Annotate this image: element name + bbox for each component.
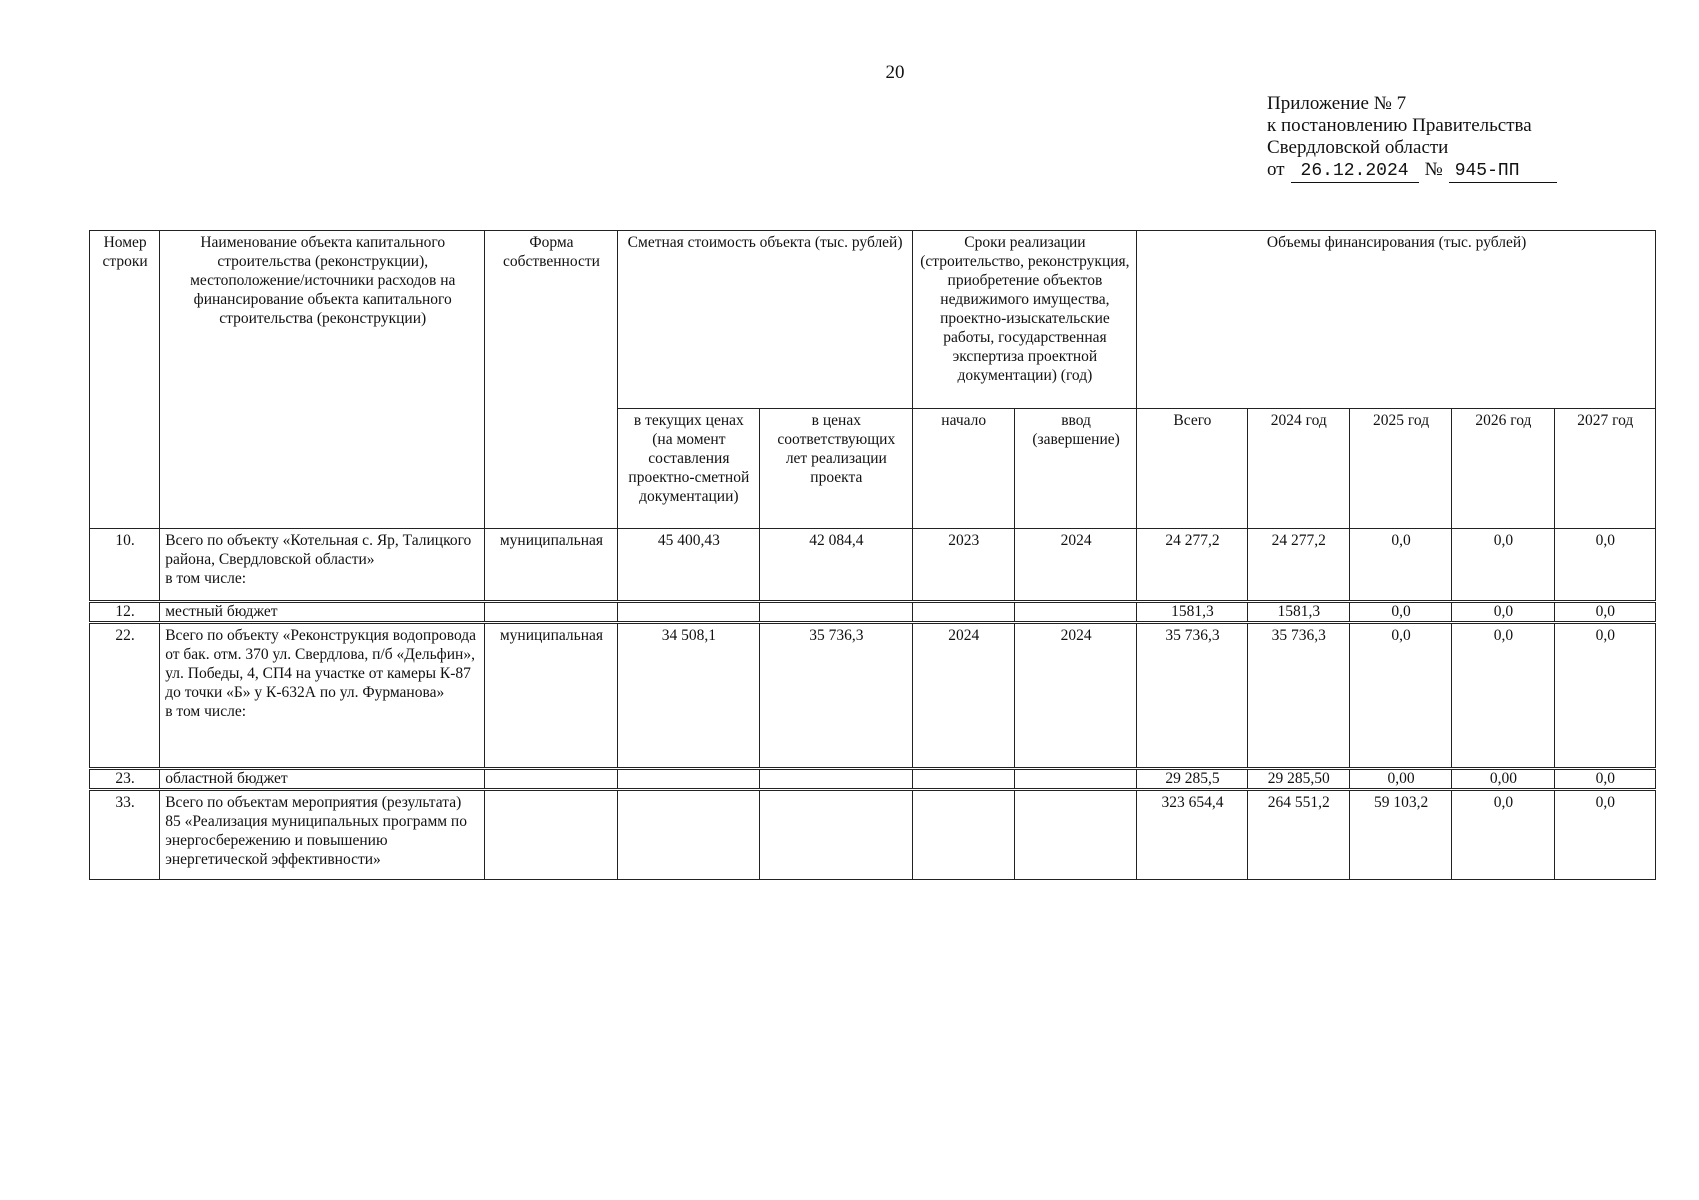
page-number: 20 [885,62,905,83]
cell-start [912,769,1014,790]
cell-2026: 0,0 [1452,623,1554,769]
cell-cost-years [760,602,912,623]
cell-2024: 264 551,2 [1247,790,1349,880]
header-2025: 2025 год [1349,409,1451,529]
cell-cost-years [760,769,912,790]
cell-end: 2024 [1014,623,1136,769]
header-estimated-cost: Сметная стоимость объекта (тыс. рублей) [617,231,912,409]
header-total: Всего [1137,409,1247,529]
header-funding-volumes: Объемы финансирования (тыс. рублей) [1137,231,1656,409]
cell-end [1014,602,1136,623]
cell-ownership: муниципальная [485,529,617,602]
cell-2026: 0,00 [1452,769,1554,790]
cell-2026: 0,0 [1452,529,1554,602]
header-ownership: Форма собственности [485,231,617,529]
resolution-number: 945-ПП [1449,160,1557,183]
cell-end [1014,790,1136,880]
cell-2027: 0,0 [1554,790,1655,880]
cell-2024: 29 285,50 [1247,769,1349,790]
cell-total: 24 277,2 [1137,529,1247,602]
cell-cost-current: 45 400,43 [617,529,759,602]
cell-2027: 0,0 [1554,769,1655,790]
cell-start [912,602,1014,623]
header-end: ввод (завершение) [1014,409,1136,529]
table-body [90,529,1656,880]
appendix-title: Приложение № 7 [1267,93,1407,114]
cell-ownership: муниципальная [485,623,617,769]
header-cost-years: в ценах соответствующих лет реализации проекта [760,409,912,529]
cell-ownership [485,769,617,790]
cell-2026: 0,0 [1452,602,1554,623]
cell-2025: 0,0 [1349,623,1451,769]
cell-cost-current: 34 508,1 [617,623,759,769]
cell-start [912,790,1014,880]
cell-cost-current [617,790,759,880]
cell-object-name: областной бюджет [160,769,485,790]
cell-cost-years: 35 736,3 [760,623,912,769]
cell-row-number: 22. [90,623,160,769]
appendix-region: Свердловской области [1267,137,1449,158]
table-row [90,623,1656,769]
cell-start: 2024 [912,623,1014,769]
appendix-date-line [1267,159,1557,183]
header-implementation-terms: Сроки реализации (строительство, реконструкция, приобретение объектов недвижимого имущества, проектно-изыскательские работы, государственная экспертиза проектной документации) (год) [912,231,1137,409]
appendix-block [1267,93,1557,183]
cell-ownership [485,602,617,623]
header-2026: 2026 год [1452,409,1554,529]
cell-total: 29 285,5 [1137,769,1247,790]
header-cost-current: в текущих ценах (на момент составления проектно-сметной документации) [617,409,759,529]
cell-object-name: Всего по объектам мероприятия (результата) 85 «Реализация муниципальных программ по энергосбережению и повышению энергетической эффективности» [160,790,485,880]
cell-2027: 0,0 [1554,602,1655,623]
cell-row-number: 33. [90,790,160,880]
cell-2025: 0,0 [1349,602,1451,623]
cell-row-number: 10. [90,529,160,602]
financing-table [89,230,1656,880]
cell-end [1014,769,1136,790]
cell-start: 2023 [912,529,1014,602]
cell-2025: 0,0 [1349,529,1451,602]
cell-object-name: местный бюджет [160,602,485,623]
number-prefix: № [1424,159,1443,180]
cell-total: 1581,3 [1137,602,1247,623]
resolution-date: 26.12.2024 [1291,160,1419,183]
cell-cost-current [617,602,759,623]
cell-ownership [485,790,617,880]
header-object-name: Наименование объекта капитального строительства (реконструкции), местоположение/источники расходов на финансирование объекта капитального строительства (реконструкции) [160,231,485,529]
cell-total: 323 654,4 [1137,790,1247,880]
cell-2024: 1581,3 [1247,602,1349,623]
date-prefix: от [1267,159,1285,180]
cell-2027: 0,0 [1554,623,1655,769]
header-2024: 2024 год [1247,409,1349,529]
cell-end: 2024 [1014,529,1136,602]
table-row [90,769,1656,790]
cell-total: 35 736,3 [1137,623,1247,769]
table-row [90,790,1656,880]
header-row-number: Номер строки [90,231,160,529]
header-2027: 2027 год [1554,409,1655,529]
cell-2024: 24 277,2 [1247,529,1349,602]
cell-cost-current [617,769,759,790]
cell-cost-years: 42 084,4 [760,529,912,602]
table-row [90,602,1656,623]
cell-2027: 0,0 [1554,529,1655,602]
cell-cost-years [760,790,912,880]
cell-row-number: 23. [90,769,160,790]
cell-object-name: Всего по объекту «Котельная с. Яр, Талицкого района, Свердловской области» в том числе: [160,529,485,602]
header-start: начало [912,409,1014,529]
table-row [90,529,1656,602]
appendix-subtitle: к постановлению Правительства [1267,115,1532,136]
cell-2025: 59 103,2 [1349,790,1451,880]
cell-2024: 35 736,3 [1247,623,1349,769]
cell-2025: 0,00 [1349,769,1451,790]
cell-row-number: 12. [90,602,160,623]
cell-object-name: Всего по объекту «Реконструкция водопровода от бак. отм. 370 ул. Свердлова, п/б «Дельфин», ул. Победы, 4, СП4 на участке от камеры К-87 до точки «Б» у К-632А по ул. Фурманова» в том числе: [160,623,485,769]
cell-2026: 0,0 [1452,790,1554,880]
